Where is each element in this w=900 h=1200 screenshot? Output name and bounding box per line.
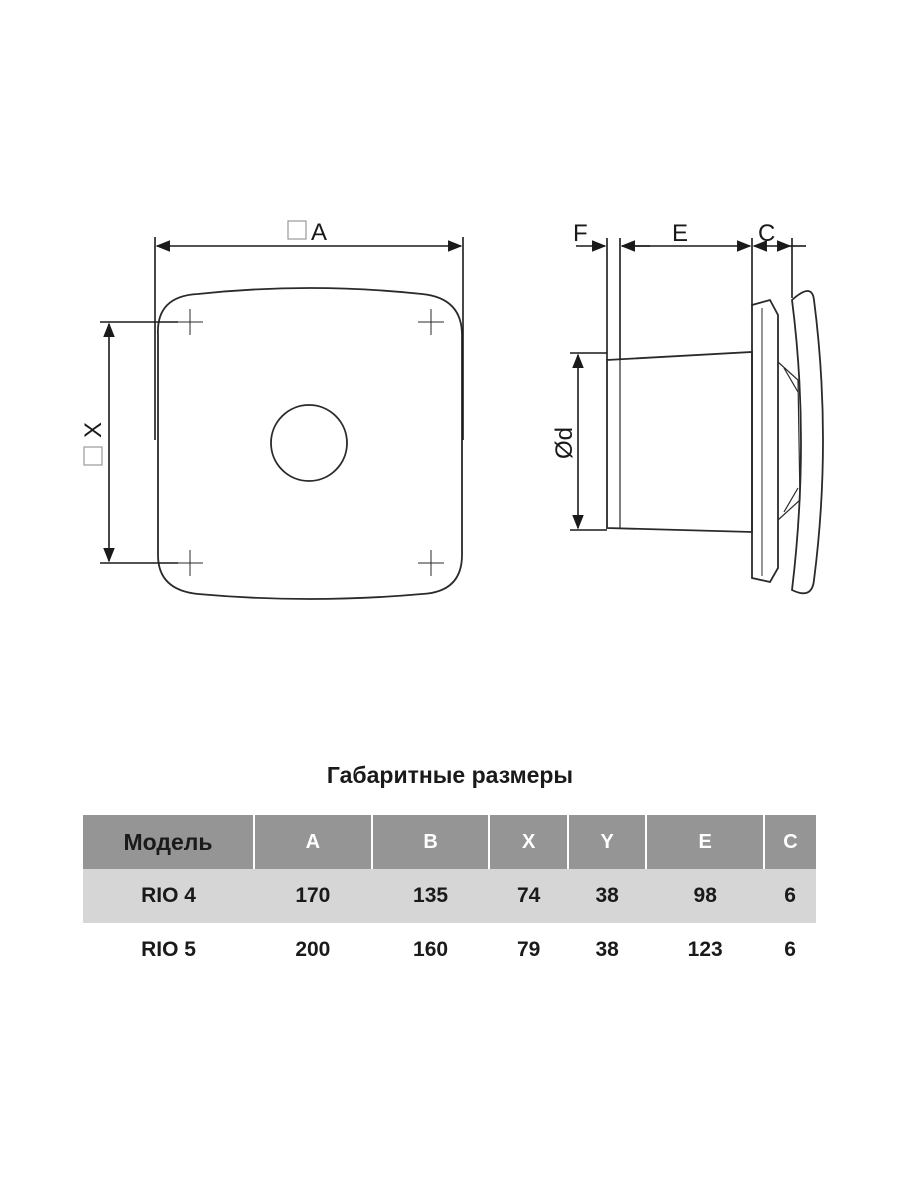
duct-body (607, 352, 752, 532)
cell-b: 135 (372, 869, 490, 923)
cell-c: 6 (764, 869, 816, 923)
dimension-f (576, 238, 650, 360)
header-b: B (372, 815, 490, 869)
cell-c: 6 (784, 938, 796, 961)
header-y: Y (568, 815, 646, 869)
header-a: A (254, 815, 372, 869)
cell-y: 38 (595, 938, 619, 961)
table-header-row (83, 815, 816, 869)
internal-blades (778, 362, 800, 520)
dimensions-table (83, 815, 816, 977)
housing-flange (752, 300, 778, 582)
cell-b: 160 (413, 938, 449, 961)
label-x: X (80, 421, 107, 439)
front-cover (792, 291, 823, 593)
cell-e: 123 (687, 938, 723, 961)
dimension-c (754, 238, 806, 298)
table-title: Габаритные размеры (326, 762, 574, 788)
header-c: C (764, 815, 816, 869)
side-view (551, 220, 823, 593)
cell-y: 38 (568, 869, 646, 923)
front-view (80, 219, 463, 599)
header-x: X (489, 815, 567, 869)
cell-e: 98 (646, 869, 764, 923)
cell-a: 170 (254, 869, 372, 923)
label-f: F (573, 220, 588, 247)
mounting-hole-marks (177, 309, 444, 576)
front-panel-outline (158, 288, 462, 599)
dimension-a (155, 237, 463, 440)
cell-x: 79 (516, 938, 541, 961)
cell-model: RIO 5 (141, 938, 196, 961)
label-c: C (758, 220, 776, 247)
dimension-x (100, 322, 178, 563)
cell-a: 200 (295, 938, 331, 961)
label-e: E (672, 220, 689, 247)
label-d: Ød (551, 426, 578, 460)
header-model: Модель (83, 815, 254, 869)
cell-model: RIO 4 (83, 869, 254, 923)
dimension-e (622, 238, 752, 305)
table-row (83, 923, 816, 977)
cell-x: 74 (489, 869, 567, 923)
center-hub (271, 405, 347, 481)
label-a: A (311, 219, 328, 246)
square-symbol-x (84, 447, 102, 465)
table-row (83, 869, 816, 923)
square-symbol-a (288, 221, 306, 239)
header-e: E (646, 815, 764, 869)
